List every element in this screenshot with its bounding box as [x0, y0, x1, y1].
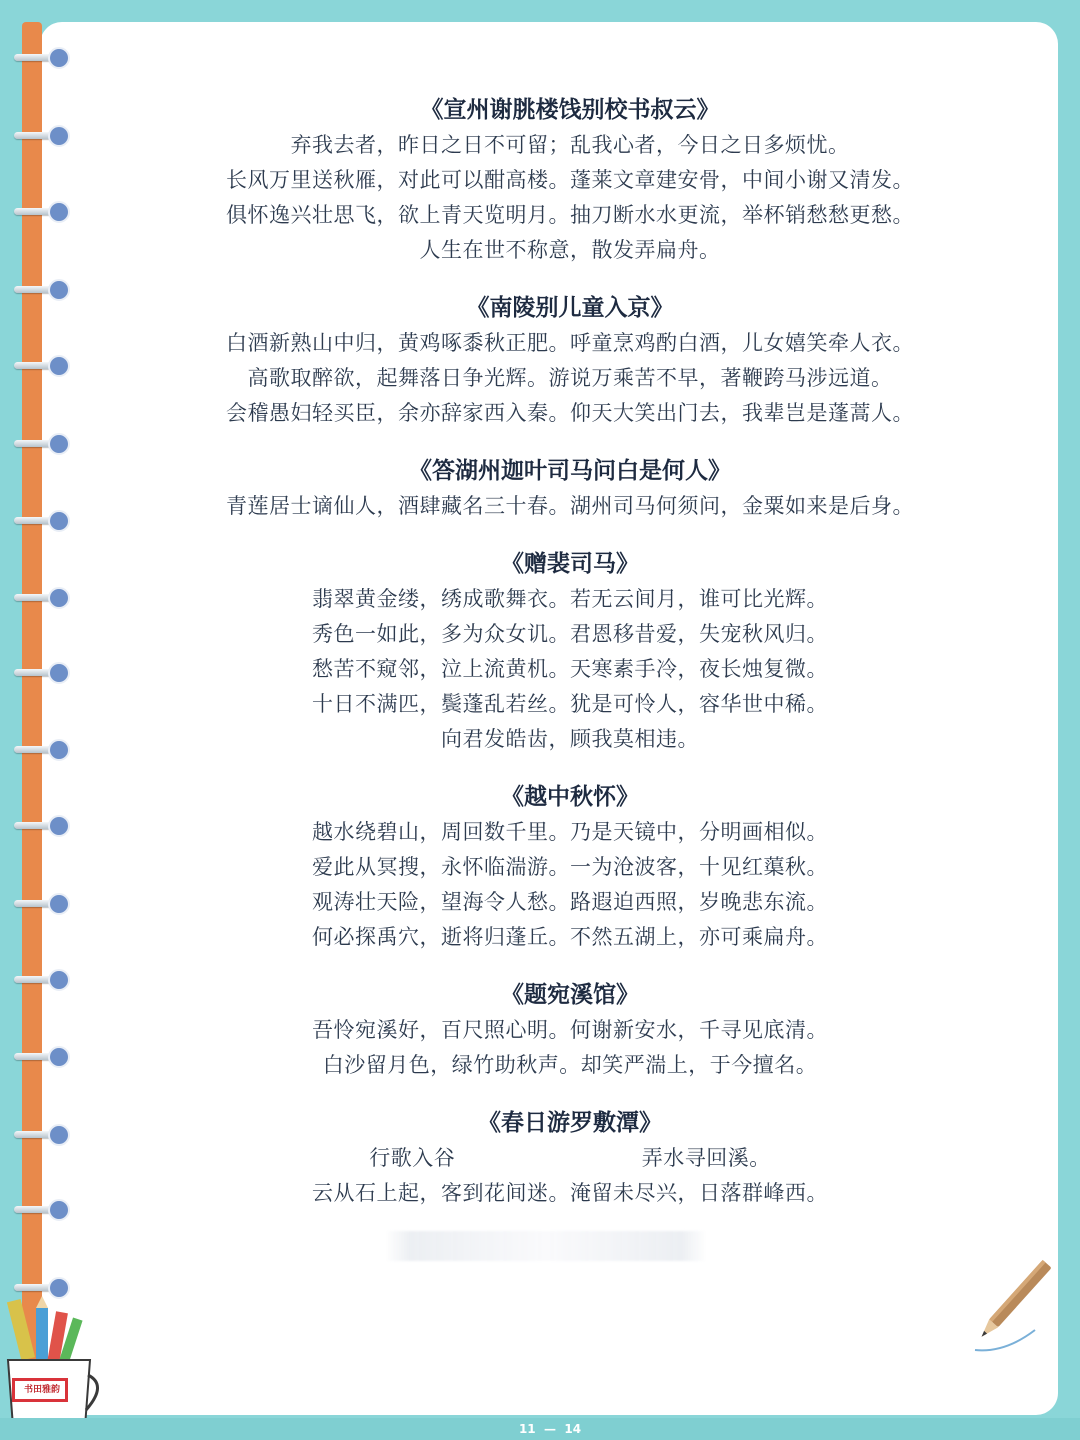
poem-line: 弃我去者，昨日之日不可留；乱我心者，今日之日多烦忧。 — [290, 133, 850, 157]
poem-line: 白酒新熟山中归，黄鸡啄黍秋正肥。呼童烹鸡酌白酒，儿女嬉笑牵人衣。 — [226, 331, 914, 355]
spiral-ring — [14, 662, 66, 684]
poem-line: 吾怜宛溪好，百尺照心明。何谢新安水，千寻见底清。 — [312, 1018, 828, 1042]
poem-line: 翡翠黄金缕，绣成歌舞衣。若无云间月，谁可比光辉。 — [312, 587, 828, 611]
poem-line: 长风万里送秋雁，对此可以酣高楼。蓬莱文章建安骨，中间小谢又清发。 — [226, 168, 914, 192]
poem-line: 十日不满匹，鬓蓬乱若丝。犹是可怜人，容华世中稀。 — [312, 692, 828, 716]
poem-line: 观涛壮天险，望海令人愁。路遐迫西照，岁晚悲东流。 — [312, 890, 828, 914]
poem-line: 高歌取醉欲，起舞落日争光辉。游说万乘苦不早，著鞭跨马涉远道。 — [247, 366, 893, 390]
poem-line: 爱此从冥搜，永怀临湍游。一为沧波客，十见红蕖秋。 — [312, 855, 828, 879]
spiral-ring — [14, 815, 66, 837]
poem-line: 向君发皓齿，顾我莫相违。 — [441, 727, 699, 751]
poem-title: 《南陵别儿童入京》 — [466, 295, 674, 321]
poem-line: 会稽愚妇轻买臣，余亦辞家西入秦。仰天大笑出门去，我辈岂是蓬蒿人。 — [226, 401, 914, 425]
poem — [60, 546, 1080, 757]
poem-line: 人生在世不称意，散发弄扁舟。 — [419, 238, 721, 262]
poem-title: 《越中秋怀》 — [501, 784, 639, 810]
spiral-ring — [14, 969, 66, 991]
spiral-ring — [14, 1124, 66, 1146]
poem-line: 白沙留月色，绿竹助秋声。却笑严湍上，于今擅名。 — [322, 1053, 818, 1077]
poem-line: 青莲居士谪仙人，酒肆藏名三十春。湖州司马何须问，金粟如来是后身。 — [226, 494, 914, 518]
poem — [60, 92, 1080, 268]
spiral-ring — [14, 893, 66, 915]
poem-line: 愁苦不窥邻，泣上流黄机。天寒素手冷，夜长烛复微。 — [312, 657, 828, 681]
spiral-ring — [14, 47, 66, 69]
spiral-ring — [14, 433, 66, 455]
spiral-ring — [14, 201, 66, 223]
spiral-ring — [14, 1199, 66, 1221]
pencil-icon — [965, 1235, 1075, 1365]
spiral-ring — [14, 1046, 66, 1068]
poem-title: 《赠裴司马》 — [501, 551, 639, 577]
poem-line: 越水绕碧山，周回数千里。乃是天镜中，分明画相似。 — [312, 820, 828, 844]
poem — [60, 977, 1080, 1083]
poem-title: 《题宛溪馆》 — [501, 982, 639, 1008]
poem-line: 俱怀逸兴壮思飞，欲上青天览明月。抽刀断水水更流，举杯销愁愁更愁。 — [226, 203, 914, 227]
poem — [60, 453, 1080, 524]
spiral-ring — [14, 587, 66, 609]
spiral-ring — [14, 739, 66, 761]
spiral-ring — [14, 125, 66, 147]
spiral-ring — [14, 355, 66, 377]
poem-line: 行歌入谷 弄水寻回溪。 — [369, 1146, 771, 1170]
censor-blur — [385, 1231, 707, 1261]
poem-collection — [60, 92, 1080, 1233]
poem-title: 《宣州谢朓楼饯别校书叔云》 — [420, 97, 720, 123]
poem-title: 《春日游罗敷潭》 — [478, 1110, 662, 1136]
poem-line: 秀色一如此，多为众女讥。君恩移昔爱，失宠秋风归。 — [312, 622, 828, 646]
poem-title: 《答湖州迦叶司马问白是何人》 — [409, 458, 731, 484]
poem — [60, 779, 1080, 955]
page-number: 11 — 14 — [518, 1422, 582, 1436]
poem — [60, 1105, 1080, 1211]
poem-line: 云从石上起，客到花间迷。淹留未尽兴，日落群峰西。 — [312, 1181, 828, 1205]
spiral-ring — [14, 279, 66, 301]
poem — [60, 290, 1080, 431]
cup-label: 书田雅韵 — [23, 1385, 60, 1395]
spiral-ring — [14, 510, 66, 532]
poem-line: 何必探禹穴，逝将归蓬丘。不然五湖上，亦可乘扁舟。 — [312, 925, 828, 949]
